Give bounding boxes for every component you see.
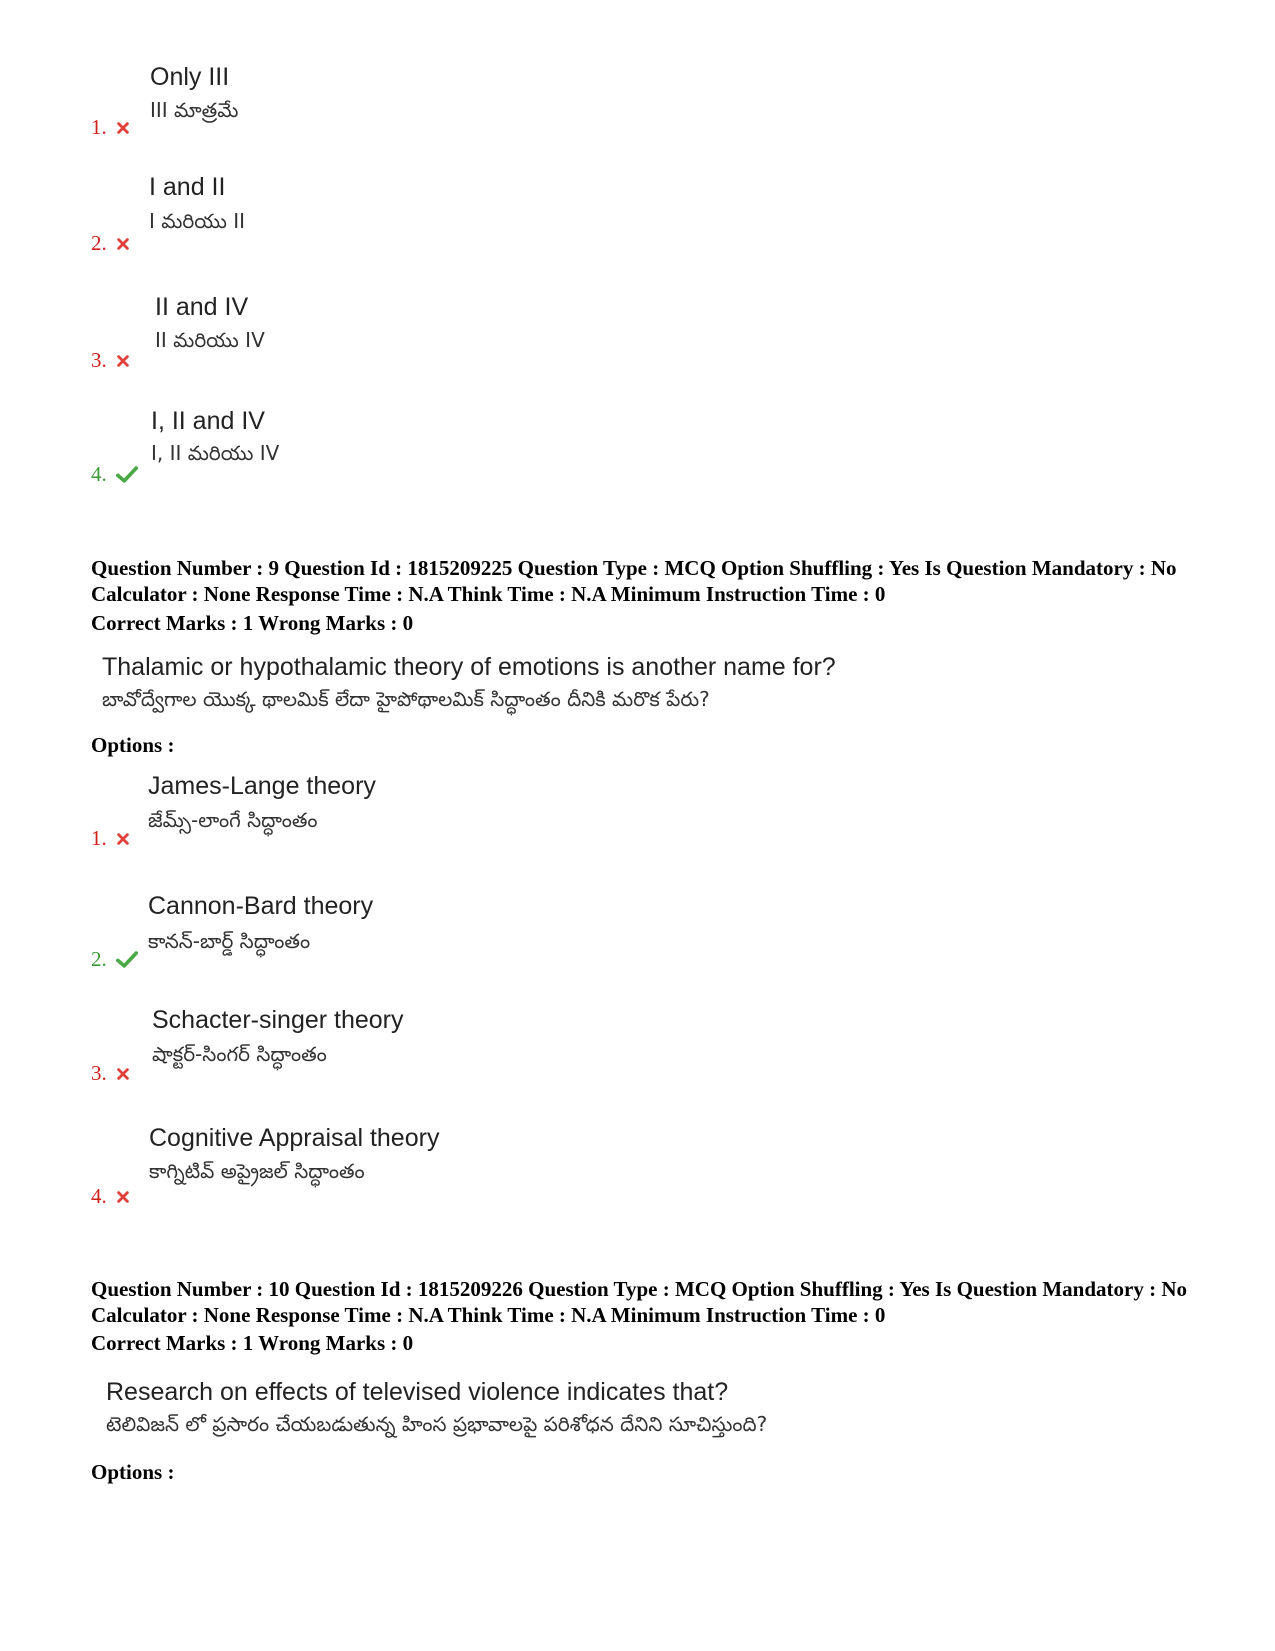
check-icon <box>116 951 138 968</box>
question-text-te: బావోద్వేగాల యొక్క థాలమిక్ లేదా హైపోథాలమిక్ సిద్ధాంతం దీనికి మరొక పేరు? <box>102 687 710 711</box>
question-text-en: Research on effects of televised violence indicates that? <box>106 1378 729 1406</box>
cross-icon <box>116 237 130 251</box>
option-3-te: షాక్టర్-సింగర్ సిద్ధాంతం <box>152 1042 327 1066</box>
option-number: 4. <box>91 1184 107 1208</box>
question-marks: Correct Marks : 1 Wrong Marks : 0 <box>91 1331 414 1355</box>
option-number: 3. <box>91 1061 107 1085</box>
options-label: Options : <box>91 733 175 757</box>
question-meta: Question Number : 10 Question Id : 1815209226 Question Type : MCQ Option Shuffling : Yes Is Question Mandatory : No Calculator : None Response Time : N.A Think Time : N.A Minimum Instruction Time : 0 <box>91 1277 1187 1327</box>
option-1-marker <box>91 115 130 140</box>
option-number: 2. <box>91 231 107 255</box>
option-3-en: Schacter-singer theory <box>152 1006 404 1034</box>
option-number: 2. <box>91 947 107 971</box>
option-1-en: Only III <box>150 63 230 91</box>
option-3-marker <box>91 348 130 373</box>
question-text-en: Thalamic or hypothalamic theory of emotions is another name for? <box>102 653 836 681</box>
option-number: 3. <box>91 348 107 372</box>
check-icon <box>116 466 138 483</box>
option-2-marker <box>91 947 138 972</box>
option-4-marker <box>91 462 138 487</box>
option-2-en: Cannon-Bard theory <box>148 892 374 920</box>
option-4-te: I, II మరియు IV <box>151 441 280 465</box>
option-number: 4. <box>91 462 107 486</box>
question-text-te: టెలివిజన్ లో ప్రసారం చేయబడుతున్న హింస ప్రభావాలపై పరిశోధన దేనిని సూచిస్తుంది? <box>106 1412 768 1436</box>
option-2-en: I and II <box>149 173 226 201</box>
cross-icon <box>116 1067 130 1081</box>
option-1-en: James-Lange theory <box>148 772 376 800</box>
option-number: 1. <box>91 826 107 850</box>
option-3-te: II మరియు IV <box>155 328 265 352</box>
option-4-en: Cognitive Appraisal theory <box>149 1124 440 1152</box>
option-4-marker <box>91 1184 130 1209</box>
cross-icon <box>116 354 130 368</box>
option-1-marker <box>91 826 130 851</box>
options-label: Options : <box>91 1460 175 1484</box>
cross-icon <box>116 121 130 135</box>
option-3-en: II and IV <box>155 293 249 321</box>
option-1-te: జేమ్స్-లాంగే సిద్ధాంతం <box>148 808 318 832</box>
option-3-marker <box>91 1061 130 1086</box>
option-2-marker <box>91 231 130 256</box>
option-number: 1. <box>91 115 107 139</box>
question-meta: Question Number : 9 Question Id : 1815209225 Question Type : MCQ Option Shuffling : Yes Is Question Mandatory : No Calculator : None Response Time : N.A Think Time : N.A Minimum Instruction Time : 0 <box>91 556 1177 606</box>
option-2-te: కానన్-బార్డ్ సిద్ధాంతం <box>148 929 311 953</box>
option-4-en: I, II and IV <box>151 407 265 435</box>
cross-icon <box>116 832 130 846</box>
question-marks: Correct Marks : 1 Wrong Marks : 0 <box>91 611 414 635</box>
option-1-te: III మాత్రమే <box>150 98 239 122</box>
cross-icon <box>116 1190 130 1204</box>
option-2-te: I మరియు II <box>149 209 246 233</box>
option-4-te: కాగ్నిటివ్ అప్రైజల్ సిద్ధాంతం <box>149 1159 365 1183</box>
